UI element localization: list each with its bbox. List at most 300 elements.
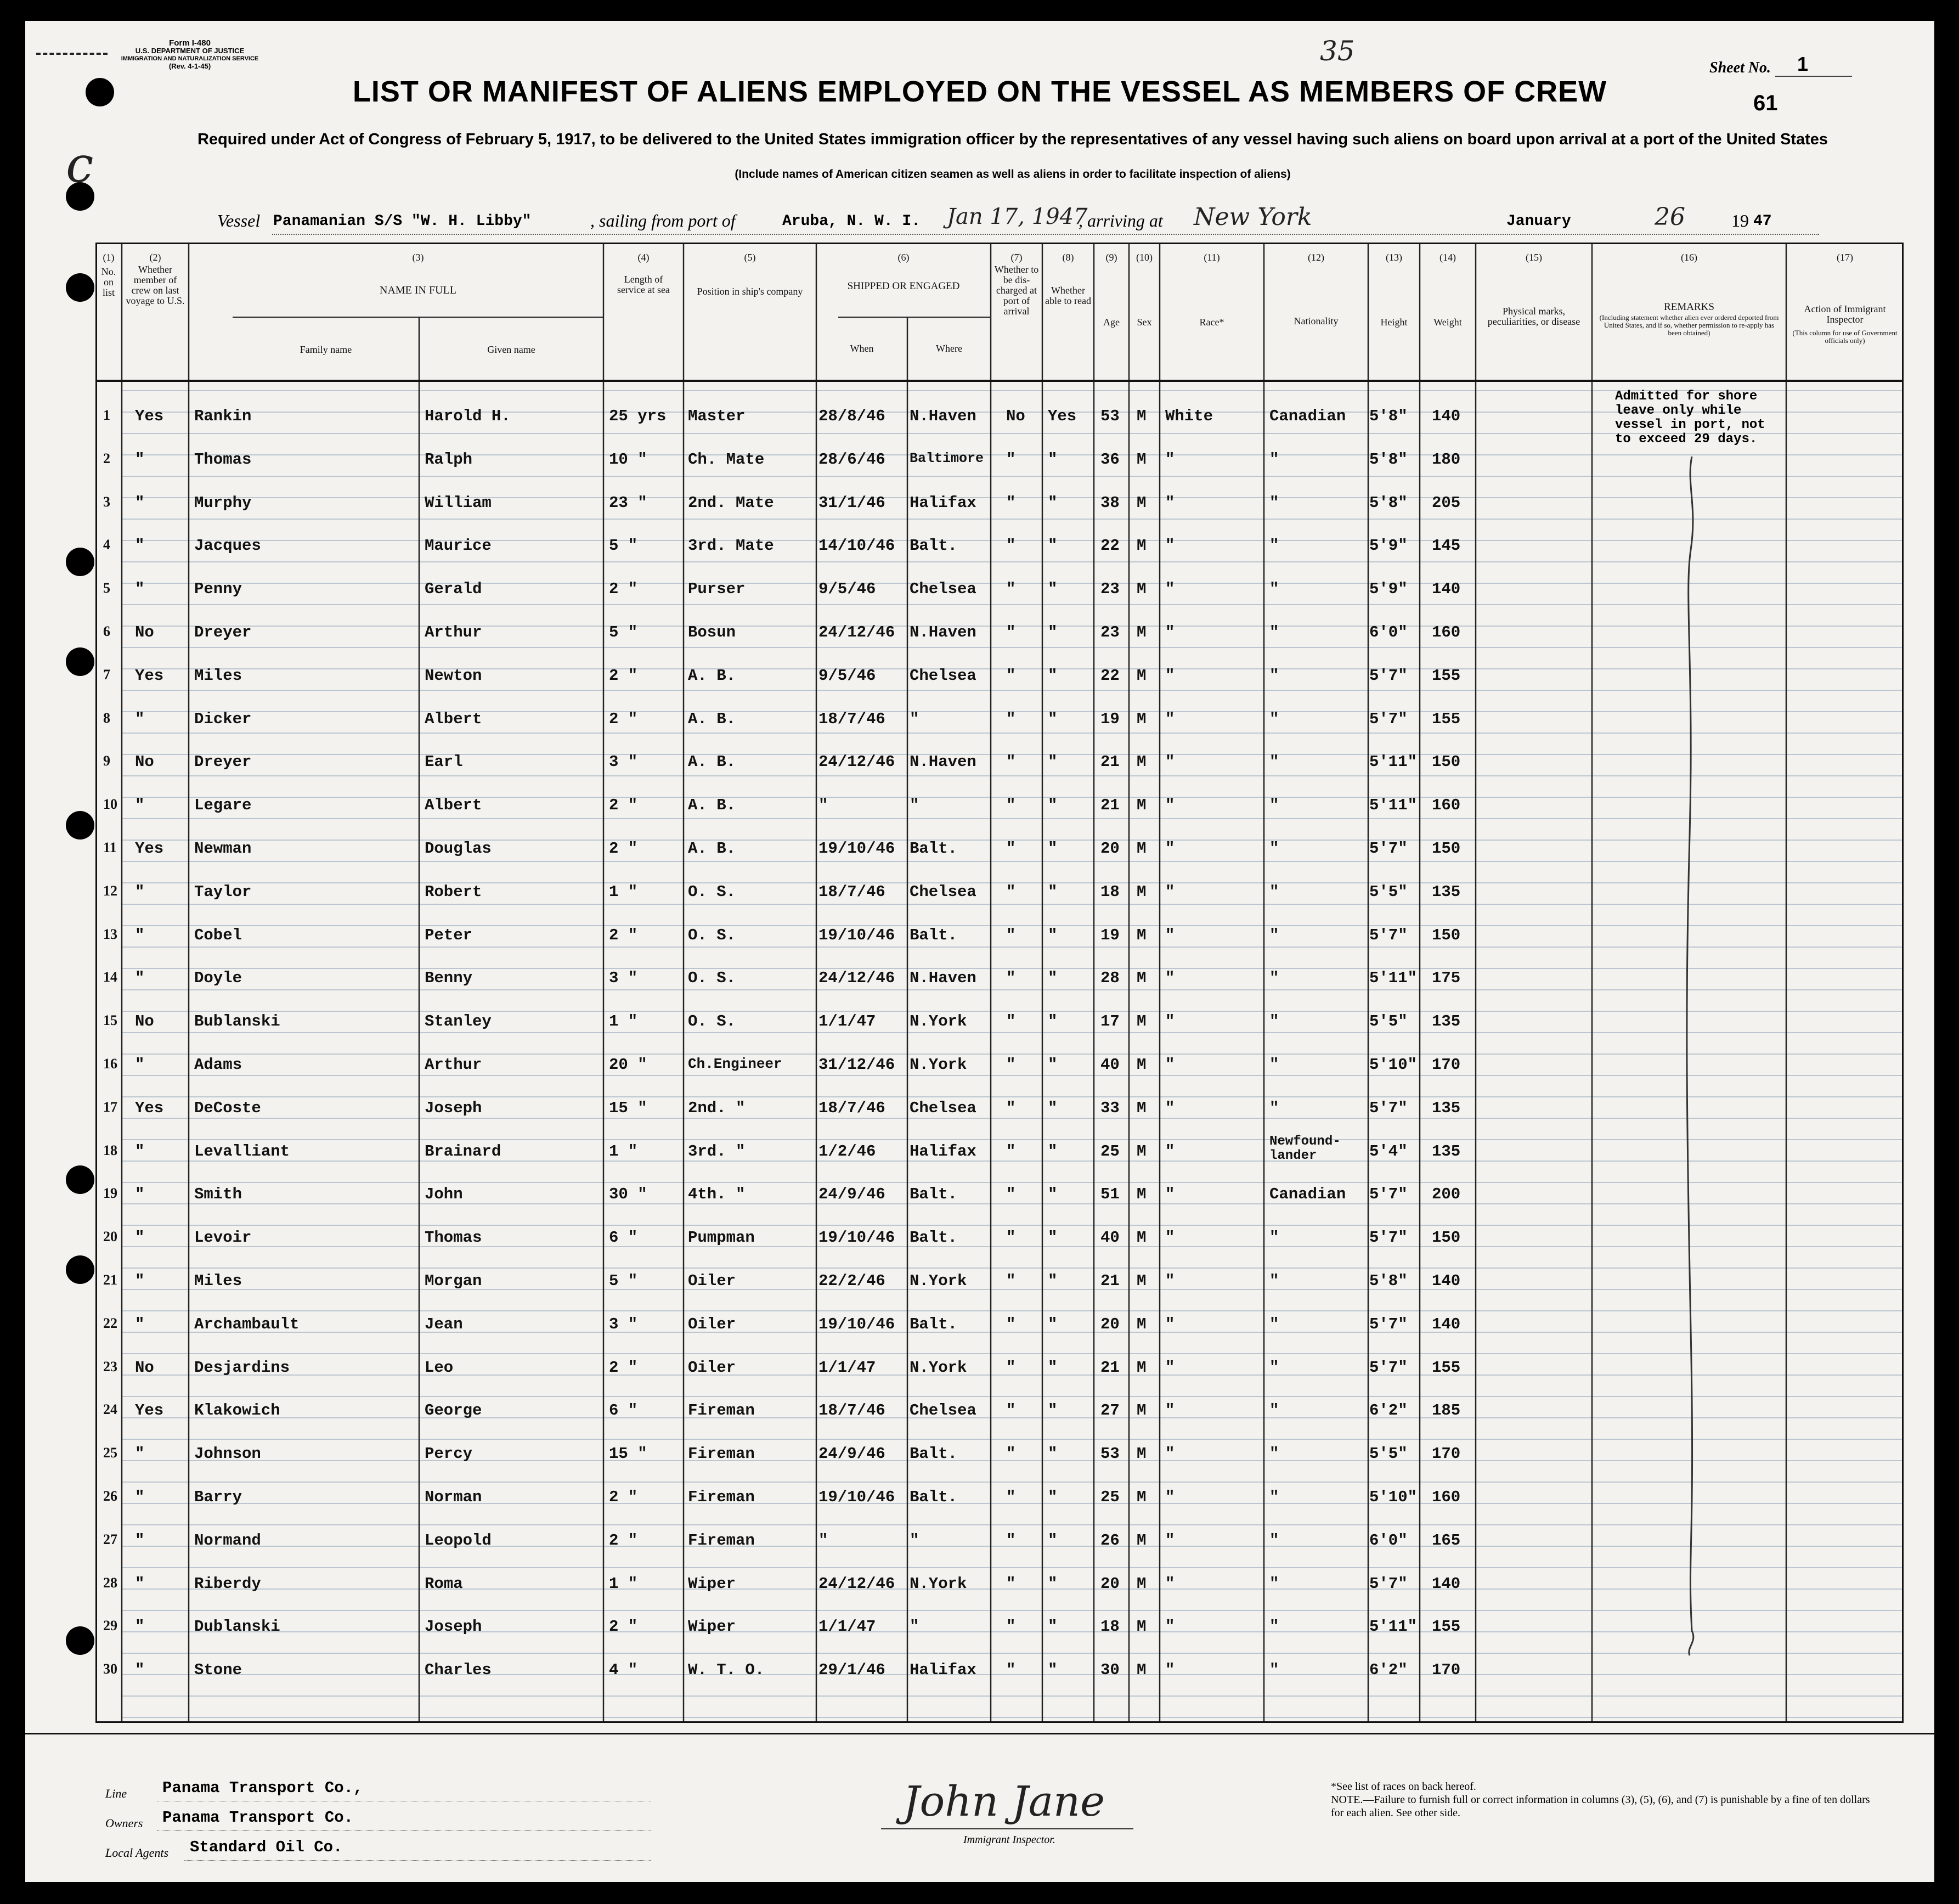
row-nationality: " xyxy=(1269,1358,1279,1377)
department: U.S. DEPARTMENT OF JUSTICE xyxy=(135,47,245,55)
row-able-to-read: " xyxy=(1048,1618,1058,1636)
row-weight: 160 xyxy=(1432,623,1461,641)
remarks-text: Admitted for shore leave only while vessel in port, not to exceed 29 days. xyxy=(1615,389,1765,447)
row-given-name: Earl xyxy=(425,753,463,771)
row-service-length: 2 " xyxy=(609,709,638,728)
row-previous-voyage: " xyxy=(135,1056,145,1074)
row-discharge: " xyxy=(1006,1445,1016,1463)
vessel-dotted-rule xyxy=(272,234,1819,235)
row-sex: M xyxy=(1137,840,1147,858)
row-sex: M xyxy=(1137,1488,1147,1506)
row-height: 5'8" xyxy=(1369,1272,1408,1290)
row-discharge: " xyxy=(1006,1401,1016,1420)
row-shipped-when: 19/10/46 xyxy=(818,1315,895,1333)
row-service-length: 30 " xyxy=(609,1185,647,1204)
row-age: 28 xyxy=(1100,969,1120,988)
col-service-header: Length of service at sea xyxy=(617,274,670,295)
row-nationality: " xyxy=(1269,666,1279,685)
row-sex: M xyxy=(1137,580,1147,599)
stamp-number: 35 xyxy=(1320,35,1355,67)
row-service-length: 2 " xyxy=(609,1531,638,1550)
row-service-length: 1 " xyxy=(609,1142,638,1161)
row-family-name: Dicker xyxy=(194,709,252,728)
row-shipped-when: 19/10/46 xyxy=(818,1229,895,1247)
row-shipped-where: Baltimore xyxy=(910,450,984,466)
col-name-num: (3) xyxy=(412,252,424,263)
sheet-number: 1 xyxy=(1797,53,1809,75)
row-previous-voyage: " xyxy=(135,969,145,988)
row-previous-voyage: " xyxy=(135,796,145,815)
row-able-to-read: " xyxy=(1048,1488,1058,1506)
year-prefix: 19 xyxy=(1731,211,1749,230)
row-position: 3rd. Mate xyxy=(688,537,774,555)
col-discharge-header: Whether to be dis-charged at port of arrival xyxy=(994,264,1039,317)
row-number: 3 xyxy=(103,493,110,510)
row-number: 13 xyxy=(103,926,117,942)
row-age: 21 xyxy=(1100,796,1120,815)
row-race: " xyxy=(1165,969,1175,988)
col-action-num: (17) xyxy=(1837,252,1853,263)
row-shipped-when: 18/7/46 xyxy=(818,709,885,728)
row-shipped-where: " xyxy=(910,1618,919,1636)
row-family-name: Penny xyxy=(194,580,242,599)
punch-hole xyxy=(66,1626,94,1655)
row-number: 8 xyxy=(103,709,110,726)
page-number: 61 xyxy=(1753,91,1778,115)
row-discharge: " xyxy=(1006,493,1016,512)
row-discharge: No xyxy=(1006,407,1025,425)
row-given-name: Thomas xyxy=(425,1229,482,1247)
row-discharge: " xyxy=(1006,1574,1016,1593)
row-service-length: 5 " xyxy=(609,1272,638,1290)
footer-rule xyxy=(25,1733,1934,1734)
col-position-num: (5) xyxy=(744,252,756,263)
row-discharge: " xyxy=(1006,1272,1016,1290)
col-marks-num: (15) xyxy=(1526,252,1542,263)
row-age: 18 xyxy=(1100,1618,1120,1636)
row-position: Master xyxy=(688,407,746,425)
remarks-ditto-line xyxy=(1675,451,1708,1658)
row-able-to-read: " xyxy=(1048,1099,1058,1117)
row-shipped-when: 29/1/46 xyxy=(818,1661,885,1680)
row-family-name: Cobel xyxy=(194,926,242,944)
row-sex: M xyxy=(1137,1142,1147,1161)
col-height-header: Height xyxy=(1380,317,1408,328)
row-number: 22 xyxy=(103,1315,117,1331)
row-family-name: Dreyer xyxy=(194,753,252,771)
row-shipped-when: " xyxy=(818,1531,828,1550)
col-shipped-header: SHIPPED OR ENGAGED xyxy=(847,280,960,292)
row-given-name: Leopold xyxy=(425,1531,492,1550)
row-age: 20 xyxy=(1100,1574,1120,1593)
col-no-num: (1) xyxy=(103,252,115,263)
agents-label: Local Agents xyxy=(105,1846,169,1860)
row-position: Fireman xyxy=(688,1401,755,1420)
row-shipped-where: N.Haven xyxy=(910,407,976,425)
row-service-length: 6 " xyxy=(609,1401,638,1420)
row-weight: 155 xyxy=(1432,666,1461,685)
row-given-name: Peter xyxy=(425,926,473,944)
row-nationality: " xyxy=(1269,1012,1279,1031)
row-able-to-read: " xyxy=(1048,1574,1058,1593)
service: IMMIGRATION AND NATURALIZATION SERVICE xyxy=(121,55,259,62)
row-given-name: Charles xyxy=(425,1661,492,1680)
row-previous-voyage: " xyxy=(135,1142,145,1161)
row-family-name: Rankin xyxy=(194,407,252,425)
row-service-length: 3 " xyxy=(609,753,638,771)
row-position: O. S. xyxy=(688,882,736,901)
row-discharge: " xyxy=(1006,753,1016,771)
row-race: White xyxy=(1165,407,1213,425)
row-shipped-when: 1/1/47 xyxy=(818,1618,876,1636)
margin-mark: c xyxy=(66,136,94,194)
row-able-to-read: " xyxy=(1048,1056,1058,1074)
row-shipped-where: Balt. xyxy=(910,1445,958,1463)
row-number: 16 xyxy=(103,1056,117,1072)
row-age: 22 xyxy=(1100,666,1120,685)
row-shipped-when: 9/5/46 xyxy=(818,580,876,599)
row-family-name: Newman xyxy=(194,840,252,858)
row-number: 27 xyxy=(103,1531,117,1547)
row-family-name: Smith xyxy=(194,1185,242,1204)
sheet-label: Sheet No. xyxy=(1709,59,1771,76)
row-previous-voyage: " xyxy=(135,1185,145,1204)
row-age: 20 xyxy=(1100,840,1120,858)
dashed-rule xyxy=(36,53,108,55)
row-nationality: " xyxy=(1269,796,1279,815)
row-family-name: Dublanski xyxy=(194,1618,280,1636)
col-sex-num: (10) xyxy=(1136,252,1153,263)
row-weight: 150 xyxy=(1432,1229,1461,1247)
row-able-to-read: Yes xyxy=(1048,407,1077,425)
inspector-signature: John Jane xyxy=(903,1777,1105,1826)
col-weight-header: Weight xyxy=(1433,317,1462,328)
row-family-name: Stone xyxy=(194,1661,242,1680)
row-shipped-when: 14/10/46 xyxy=(818,537,895,555)
row-family-name: Normand xyxy=(194,1531,261,1550)
row-number: 25 xyxy=(103,1445,117,1461)
row-nationality: " xyxy=(1269,1574,1279,1593)
row-shipped-where: N.Haven xyxy=(910,623,976,641)
row-family-name: Dreyer xyxy=(194,623,252,641)
row-nationality: " xyxy=(1269,1488,1279,1506)
row-sex: M xyxy=(1137,1618,1147,1636)
penalty-note: NOTE.—Failure to furnish full or correct information in columns (3), (5), (6), and (7) is punishable by a fine of ten dollars for each alien. See other side. xyxy=(1331,1794,1870,1819)
row-race: " xyxy=(1165,537,1175,555)
row-able-to-read: " xyxy=(1048,882,1058,901)
row-previous-voyage: " xyxy=(135,709,145,728)
row-given-name: Joseph xyxy=(425,1618,482,1636)
col-discharge-num: (7) xyxy=(1010,252,1023,263)
row-nationality: " xyxy=(1269,1661,1279,1680)
row-discharge: " xyxy=(1006,1012,1016,1031)
row-age: 25 xyxy=(1100,1488,1120,1506)
row-race: " xyxy=(1165,1488,1175,1506)
row-age: 22 xyxy=(1100,537,1120,555)
row-able-to-read: " xyxy=(1048,623,1058,641)
row-race: " xyxy=(1165,1574,1175,1593)
row-nationality: " xyxy=(1269,1531,1279,1550)
row-able-to-read: " xyxy=(1048,753,1058,771)
row-position: Oiler xyxy=(688,1272,736,1290)
row-height: 6'0" xyxy=(1369,1531,1408,1550)
footer-note xyxy=(1331,1780,1879,1819)
row-sex: M xyxy=(1137,537,1147,555)
owners-value: Panama Transport Co. xyxy=(162,1809,354,1827)
row-number: 28 xyxy=(103,1574,117,1591)
row-sex: M xyxy=(1137,1401,1147,1420)
row-sex: M xyxy=(1137,666,1147,685)
row-shipped-when: 18/7/46 xyxy=(818,1401,885,1420)
row-race: " xyxy=(1165,753,1175,771)
col-marks-header: Physical marks, peculiarities, or disease xyxy=(1487,306,1580,327)
row-shipped-when: 28/6/46 xyxy=(818,450,885,469)
row-number: 6 xyxy=(103,623,110,639)
row-given-name: Douglas xyxy=(425,840,492,858)
row-number: 4 xyxy=(103,537,110,553)
row-weight: 160 xyxy=(1432,796,1461,815)
row-sex: M xyxy=(1137,753,1147,771)
row-able-to-read: " xyxy=(1048,709,1058,728)
row-previous-voyage: " xyxy=(135,926,145,944)
row-able-to-read: " xyxy=(1048,666,1058,685)
row-shipped-where: N.Haven xyxy=(910,969,976,988)
row-shipped-when: 19/10/46 xyxy=(818,840,895,858)
row-family-name: Murphy xyxy=(194,493,252,512)
row-race: " xyxy=(1165,882,1175,901)
row-weight: 205 xyxy=(1432,493,1461,512)
row-number: 10 xyxy=(103,796,117,813)
row-position: A. B. xyxy=(688,709,736,728)
row-number: 5 xyxy=(103,580,110,596)
row-race: " xyxy=(1165,1012,1175,1031)
row-able-to-read: " xyxy=(1048,926,1058,944)
row-position: 4th. " xyxy=(688,1185,746,1204)
row-discharge: " xyxy=(1006,666,1016,685)
row-height: 5'11" xyxy=(1369,753,1418,771)
row-position: W. T. O. xyxy=(688,1661,765,1680)
row-number: 30 xyxy=(103,1661,117,1677)
row-height: 5'11" xyxy=(1369,1618,1418,1636)
row-height: 5'10" xyxy=(1369,1056,1418,1074)
row-discharge: " xyxy=(1006,1142,1016,1161)
row-shipped-when: 1/1/47 xyxy=(818,1012,876,1031)
row-number: 24 xyxy=(103,1401,117,1418)
row-nationality: " xyxy=(1269,1099,1279,1117)
col-prev-num: (2) xyxy=(149,252,161,263)
row-able-to-read: " xyxy=(1048,1272,1058,1290)
row-weight: 145 xyxy=(1432,537,1461,555)
row-age: 53 xyxy=(1100,1445,1120,1463)
row-sex: M xyxy=(1137,1358,1147,1377)
row-height: 6'2" xyxy=(1369,1661,1408,1680)
row-given-name: Arthur xyxy=(425,1056,482,1074)
row-given-name: George xyxy=(425,1401,482,1420)
form-number: Form I-480 xyxy=(169,38,211,48)
row-service-length: 2 " xyxy=(609,796,638,815)
row-nationality: " xyxy=(1269,1401,1279,1420)
row-shipped-where: Balt. xyxy=(910,1488,958,1506)
row-nationality: " xyxy=(1269,882,1279,901)
revision: (Rev. 4-1-45) xyxy=(168,62,211,70)
row-given-name: William xyxy=(425,493,492,512)
row-shipped-when: 1/1/47 xyxy=(818,1358,876,1377)
form-info xyxy=(118,40,261,70)
row-service-length: 15 " xyxy=(609,1099,647,1117)
row-weight: 160 xyxy=(1432,1488,1461,1506)
row-able-to-read: " xyxy=(1048,1445,1058,1463)
punch-hole xyxy=(66,1165,94,1194)
row-shipped-where: N.York xyxy=(910,1574,967,1593)
row-previous-voyage: " xyxy=(135,537,145,555)
row-weight: 170 xyxy=(1432,1056,1461,1074)
row-age: 18 xyxy=(1100,882,1120,901)
row-service-length: 2 " xyxy=(609,926,638,944)
row-shipped-where: Balt. xyxy=(910,1229,958,1247)
row-height: 5'10" xyxy=(1369,1488,1418,1506)
row-number: 29 xyxy=(103,1618,117,1634)
row-nationality: Newfound-lander xyxy=(1269,1134,1341,1163)
row-age: 17 xyxy=(1100,1012,1120,1031)
row-shipped-where: Halifax xyxy=(910,1142,976,1161)
row-weight: 200 xyxy=(1432,1185,1461,1204)
row-number: 12 xyxy=(103,882,117,899)
row-discharge: " xyxy=(1006,580,1016,599)
row-number: 11 xyxy=(103,840,117,855)
row-position: Fireman xyxy=(688,1445,755,1463)
row-family-name: Legare xyxy=(194,796,252,815)
row-height: 5'8" xyxy=(1369,450,1408,469)
row-given-name: Ralph xyxy=(425,450,473,469)
row-given-name: Benny xyxy=(425,969,473,988)
row-race: " xyxy=(1165,1185,1175,1204)
row-given-name: Arthur xyxy=(425,623,482,641)
row-discharge: " xyxy=(1006,1315,1016,1333)
row-height: 5'5" xyxy=(1369,1445,1408,1463)
col-position-header: Position in ship's company xyxy=(697,286,803,297)
row-nationality: " xyxy=(1269,580,1279,599)
row-age: 40 xyxy=(1100,1056,1120,1074)
row-sex: M xyxy=(1137,926,1147,944)
row-sex: M xyxy=(1137,1012,1147,1031)
row-age: 19 xyxy=(1100,709,1120,728)
row-able-to-read: " xyxy=(1048,450,1058,469)
row-able-to-read: " xyxy=(1048,840,1058,858)
row-shipped-when: 31/12/46 xyxy=(818,1056,895,1074)
page-title: LIST OR MANIFEST OF ALIENS EMPLOYED ON THE VESSEL AS MEMBERS OF CREW xyxy=(352,75,1607,108)
row-age: 19 xyxy=(1100,926,1120,944)
row-family-name: Doyle xyxy=(194,969,242,988)
punch-hole xyxy=(86,78,114,106)
row-shipped-where: N.York xyxy=(910,1358,967,1377)
row-height: 5'8" xyxy=(1369,493,1408,512)
row-able-to-read: " xyxy=(1048,1315,1058,1333)
row-age: 40 xyxy=(1100,1229,1120,1247)
row-shipped-when: 18/7/46 xyxy=(818,882,885,901)
row-given-name: Gerald xyxy=(425,580,482,599)
row-age: 26 xyxy=(1100,1531,1120,1550)
row-sex: M xyxy=(1137,1099,1147,1117)
row-shipped-where: Balt. xyxy=(910,926,958,944)
row-position: Oiler xyxy=(688,1358,736,1377)
row-service-length: 2 " xyxy=(609,1358,638,1377)
row-given-name: Newton xyxy=(425,666,482,685)
row-weight: 135 xyxy=(1432,882,1461,901)
row-service-length: 2 " xyxy=(609,840,638,858)
row-age: 51 xyxy=(1100,1185,1120,1204)
row-discharge: " xyxy=(1006,882,1016,901)
row-race: " xyxy=(1165,1272,1175,1290)
row-nationality: " xyxy=(1269,969,1279,988)
row-previous-voyage: No xyxy=(135,623,154,641)
row-number: 18 xyxy=(103,1142,117,1158)
row-nationality: " xyxy=(1269,537,1279,555)
row-shipped-when: 31/1/46 xyxy=(818,493,885,512)
row-service-length: 3 " xyxy=(609,969,638,988)
crew-table xyxy=(95,243,1904,1723)
row-given-name: Joseph xyxy=(425,1099,482,1117)
row-previous-voyage: " xyxy=(135,580,145,599)
col-nationality-num: (12) xyxy=(1308,252,1324,263)
row-position: 2nd. Mate xyxy=(688,493,774,512)
col-age-num: (9) xyxy=(1105,252,1117,263)
row-height: 5'7" xyxy=(1369,666,1408,685)
row-shipped-where: " xyxy=(910,709,919,728)
row-given-name: Jean xyxy=(425,1315,463,1333)
row-position: O. S. xyxy=(688,1012,736,1031)
row-previous-voyage: " xyxy=(135,1229,145,1247)
row-discharge: " xyxy=(1006,1618,1016,1636)
row-nationality: " xyxy=(1269,1445,1279,1463)
col-remarks-num: (16) xyxy=(1681,252,1697,263)
row-given-name: Stanley xyxy=(425,1012,492,1031)
row-age: 23 xyxy=(1100,580,1120,599)
row-nationality: " xyxy=(1269,709,1279,728)
row-given-name: Morgan xyxy=(425,1272,482,1290)
row-nationality: Canadian xyxy=(1269,407,1346,425)
row-number: 14 xyxy=(103,969,117,985)
row-discharge: " xyxy=(1006,969,1016,988)
row-shipped-where: N.York xyxy=(910,1272,967,1290)
signature-caption: Immigrant Inspector. xyxy=(963,1834,1055,1846)
row-discharge: " xyxy=(1006,1358,1016,1377)
row-discharge: " xyxy=(1006,926,1016,944)
row-family-name: Barry xyxy=(194,1488,242,1506)
punch-hole xyxy=(66,1255,94,1284)
vessel-line xyxy=(217,203,1808,238)
row-age: 25 xyxy=(1100,1142,1120,1161)
row-race: " xyxy=(1165,1229,1175,1247)
row-sex: M xyxy=(1137,1229,1147,1247)
row-race: " xyxy=(1165,1056,1175,1074)
row-race: " xyxy=(1165,1099,1175,1117)
row-given-name: Albert xyxy=(425,709,482,728)
row-shipped-when: 24/12/46 xyxy=(818,753,895,771)
row-shipped-when: 24/9/46 xyxy=(818,1185,885,1204)
row-discharge: " xyxy=(1006,1661,1016,1680)
row-race: " xyxy=(1165,1445,1175,1463)
row-age: 33 xyxy=(1100,1099,1120,1117)
row-given-name: Roma xyxy=(425,1574,463,1593)
row-weight: 150 xyxy=(1432,840,1461,858)
row-sex: M xyxy=(1137,623,1147,641)
row-service-length: 20 " xyxy=(609,1056,647,1074)
row-given-name: Brainard xyxy=(425,1142,501,1161)
row-family-name: Thomas xyxy=(194,450,252,469)
row-sex: M xyxy=(1137,969,1147,988)
row-race: " xyxy=(1165,1142,1175,1161)
row-discharge: " xyxy=(1006,1056,1016,1074)
